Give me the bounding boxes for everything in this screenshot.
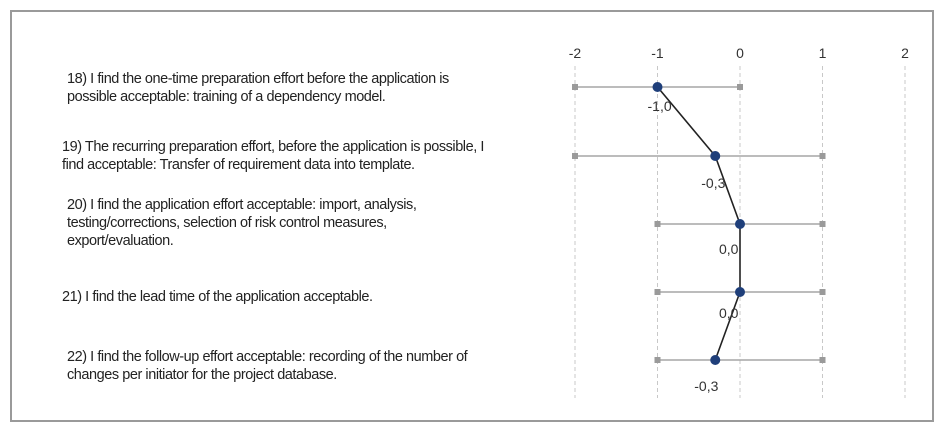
range-max-marker-19 bbox=[820, 153, 826, 159]
range-min-marker-18 bbox=[572, 84, 578, 90]
x-tick-label-1: -1 bbox=[651, 45, 664, 61]
question-20-line-3: export/evaluation. bbox=[67, 233, 174, 249]
range-min-marker-20 bbox=[655, 221, 661, 227]
range-max-marker-20 bbox=[820, 221, 826, 227]
range-max-marker-18 bbox=[737, 84, 743, 90]
mean-point-19 bbox=[710, 151, 720, 161]
x-tick-label-0: -2 bbox=[568, 45, 582, 61]
mean-point-21 bbox=[735, 287, 745, 297]
mean-label-18: -1,0 bbox=[647, 98, 672, 114]
question-19-line-1: 19) The recurring preparation effort, before the application is possible, I bbox=[62, 139, 484, 155]
x-tick-label-2: 0 bbox=[736, 45, 744, 61]
mean-label-19: -0,3 bbox=[701, 175, 726, 191]
mean-label-21: 0,0 bbox=[719, 305, 739, 321]
question-20-line-1: 20) I find the application effort acceptable: import, analysis, bbox=[67, 197, 417, 213]
range-min-marker-19 bbox=[572, 153, 578, 159]
question-18-line-2: possible acceptable: training of a dependency model. bbox=[67, 89, 386, 105]
mean-point-20 bbox=[735, 219, 745, 229]
question-22-line-1: 22) I find the follow-up effort acceptable: recording of the number of bbox=[67, 349, 468, 365]
mean-point-18 bbox=[653, 82, 663, 92]
mean-label-22: -0,3 bbox=[694, 378, 719, 394]
question-18-line-1: 18) I find the one-time preparation effort before the application is bbox=[67, 71, 449, 87]
question-21-line-1: 21) I find the lead time of the application acceptable. bbox=[62, 289, 373, 305]
range-max-marker-22 bbox=[820, 357, 826, 363]
question-20-line-2: testing/corrections, selection of risk control measures, bbox=[67, 215, 387, 231]
mean-point-22 bbox=[710, 355, 720, 365]
mean-label-20: 0,0 bbox=[719, 241, 739, 257]
range-min-marker-21 bbox=[655, 289, 661, 295]
range-max-marker-21 bbox=[820, 289, 826, 295]
x-tick-label-3: 1 bbox=[818, 45, 827, 61]
question-19-line-2: find acceptable: Transfer of requirement data into template. bbox=[62, 157, 415, 173]
question-22-line-2: changes per initiator for the project database. bbox=[67, 367, 337, 383]
x-tick-label-4: 2 bbox=[901, 45, 909, 61]
range-min-marker-22 bbox=[655, 357, 661, 363]
